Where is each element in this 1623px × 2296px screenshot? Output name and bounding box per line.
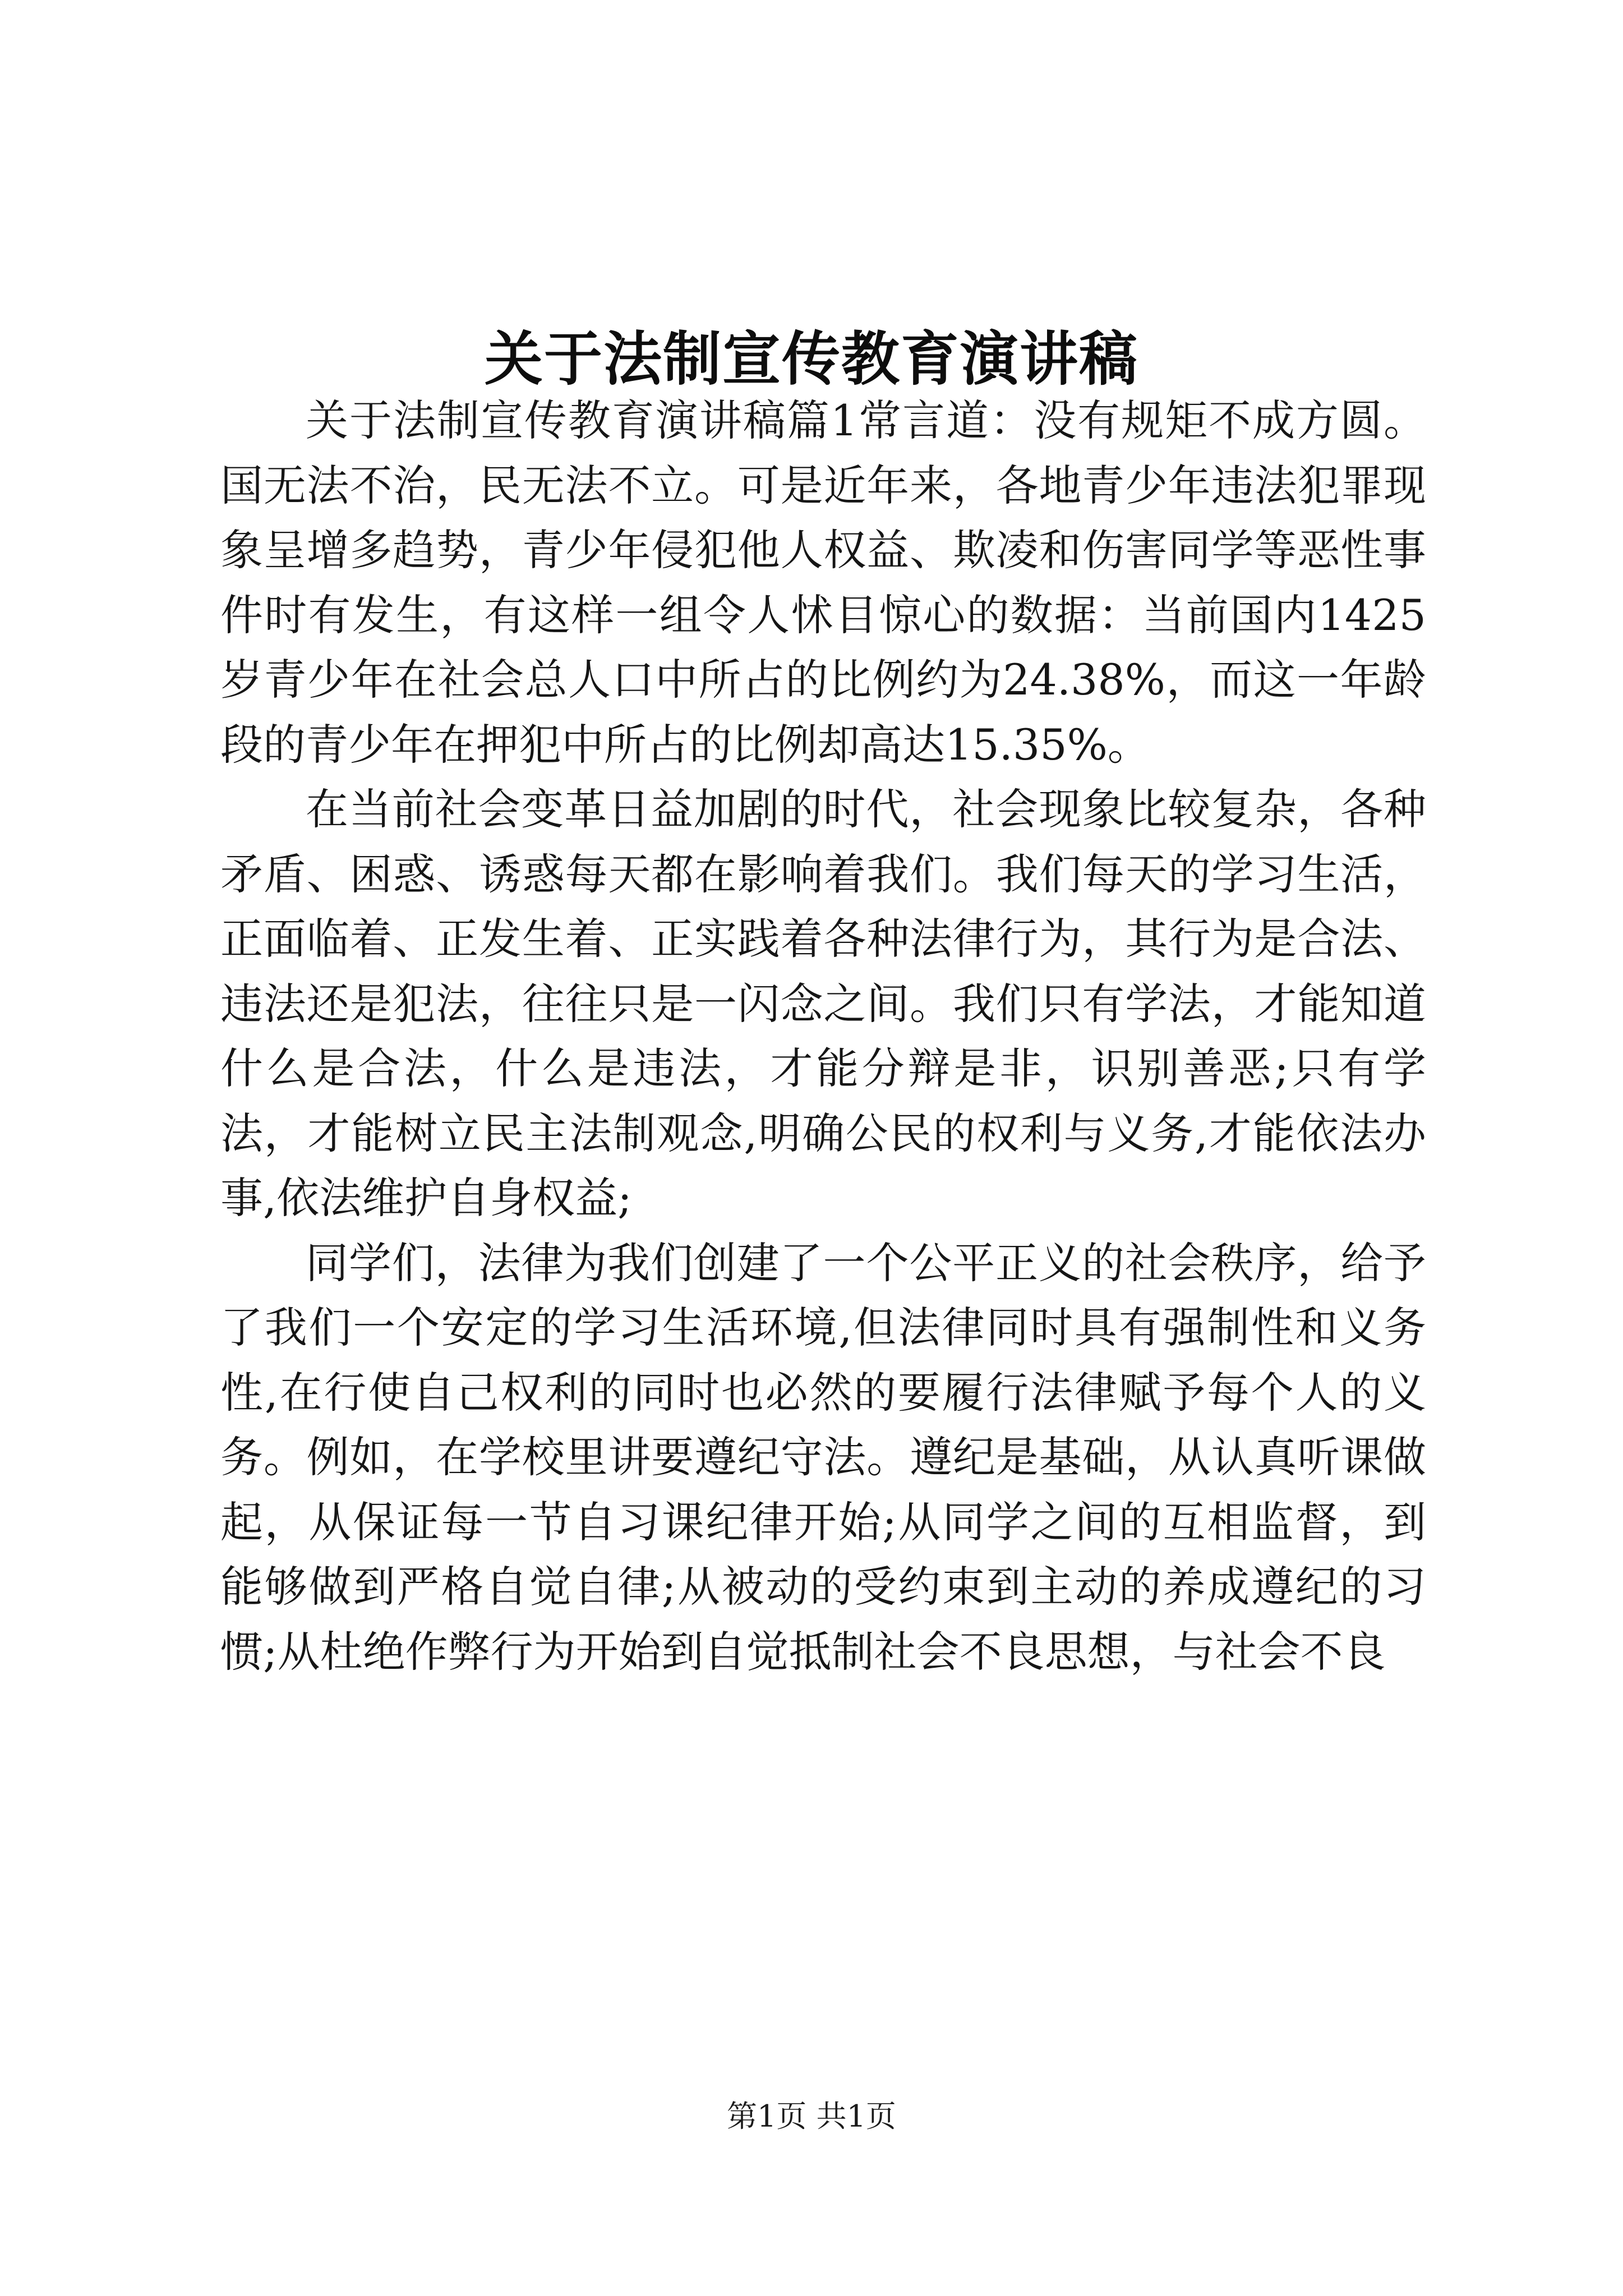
paragraph-2: 在当前社会变革日益加剧的时代，社会现象比较复杂，各种矛盾、困惑、诱惑每天都在影响着我们。我们每天的学习生活，正面临着、正发生着、正实践着各种法律行为，其行为是合法、违法还是犯法，往往只是一闪念之间。我们只有学法，才能知道什么是合法，什么是违法，才能分辩是非，识别善恶;只有学法，才能树立民主法制观念,明确公民的权利与义务,才能依法办事,依法维护自身权益; [220, 784, 1426, 1223]
document-title: 关于法制宣传教育演讲稿 [484, 324, 1138, 393]
paragraph-1: 关于法制宣传教育演讲稿篇1常言道：没有规矩不成方圆。国无法不治，民无法不立。可是近年来，各地青少年违法犯罪现象呈增多趋势，青少年侵犯他人权益、欺凌和伤害同学等恶性事件时有发生，有这样一组令人怵目惊心的数据：当前国内1425岁青少年在社会总人口中所占的比例约为24.38%，而这一年龄段的青少年在押犯中所占的比例却高达15.35%。 [220, 395, 1426, 770]
page-footer: 第1页 共1页 [727, 2099, 896, 2134]
document-body [220, 388, 1426, 1684]
paragraph-3: 同学们，法律为我们创建了一个公平正义的社会秩序，给予了我们一个安定的学习生活环境,但法律同时具有强制性和义务性,在行使自己权利的同时也必然的要履行法律赋予每个人的义务。例如，在学校里讲要遵纪守法。遵纪是基础，从认真听课做起，从保证每一节自习课纪律开始;从同学之间的互相监督，到能够做到严格自觉自律;从被动的受约束到主动的养成遵纪的习惯;从杜绝作弊行为开始到自觉抵制社会不良思想，与社会不良 [220, 1237, 1426, 1677]
